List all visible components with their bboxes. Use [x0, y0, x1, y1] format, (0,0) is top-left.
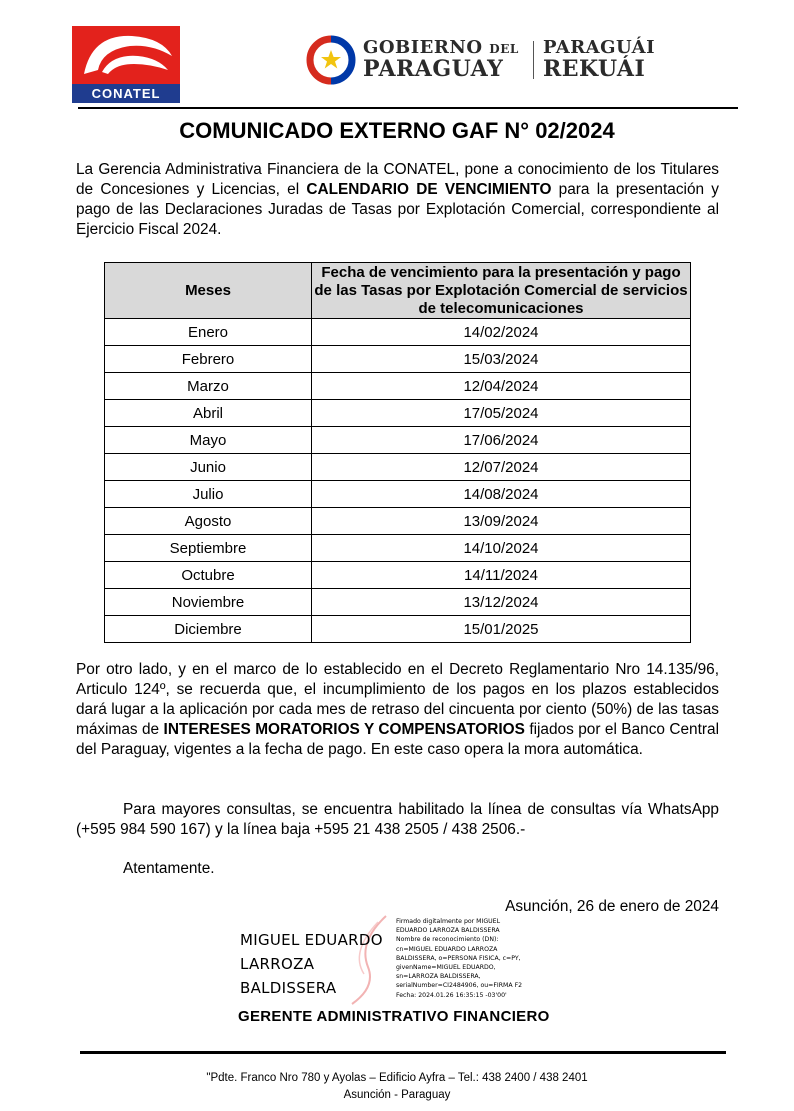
table-header-row — [105, 263, 691, 319]
table-row — [105, 535, 691, 562]
date-cell: 12/07/2024 — [312, 454, 691, 481]
column-header-due-date: Fecha de vencimiento para la presentación y pago de las Tasas por Explotación Comercial de servicios de telecomunicaciones — [312, 263, 691, 319]
date-cell: 17/05/2024 — [312, 400, 691, 427]
gov-line4: REKUÁI — [543, 56, 646, 82]
header-divider — [78, 107, 738, 109]
date-cell: 13/09/2024 — [312, 508, 691, 535]
table-row — [105, 400, 691, 427]
table-row — [105, 454, 691, 481]
date-cell: 15/01/2025 — [312, 616, 691, 643]
date-cell: 13/12/2024 — [312, 589, 691, 616]
month-cell: Enero — [105, 319, 312, 346]
date-cell: 14/08/2024 — [312, 481, 691, 508]
due-date-table — [104, 262, 691, 643]
table-row — [105, 589, 691, 616]
table-row — [105, 319, 691, 346]
gov-line2: PARAGUAY — [363, 56, 504, 82]
table-row — [105, 481, 691, 508]
table-row — [105, 508, 691, 535]
table-row — [105, 616, 691, 643]
document-title: COMUNICADO EXTERNO GAF N° 02/2024 — [179, 118, 615, 143]
signer-name: MIGUEL EDUARDO LARROZA BALDISSERA — [240, 931, 383, 997]
footer-address: "Pdte. Franco Nro 780 y Ayolas – Edificio Ayfra – Tel.: 438 2400 / 438 2401 — [206, 1072, 588, 1084]
table-row — [105, 562, 691, 589]
table-row — [105, 346, 691, 373]
month-cell: Diciembre — [105, 616, 312, 643]
gov-line3: PARAGUÁI — [543, 37, 656, 58]
month-cell: Septiembre — [105, 535, 312, 562]
month-cell: Octubre — [105, 562, 312, 589]
paraguay-seal-icon — [305, 35, 357, 85]
gov-line1: GOBIERNO DEL — [363, 37, 519, 58]
intro-paragraph: La Gerencia Administrativa Financiera de la CONATEL, pone a conocimiento de los Titulares de Concesiones y Licencias, el CALENDARIO DE VENCIMIENTO para la presentación y pago de las Declaraciones Juradas de Tasas por Explotación Comercial, correspondiente al Ejercicio Fiscal 2024. — [76, 161, 719, 238]
month-cell: Junio — [105, 454, 312, 481]
table-row — [105, 427, 691, 454]
month-cell: Mayo — [105, 427, 312, 454]
month-cell: Agosto — [105, 508, 312, 535]
date-cell: 15/03/2024 — [312, 346, 691, 373]
interest-paragraph: Por otro lado, y en el marco de lo establecido en el Decreto Reglamentario Nro 14.135/96, Articulo 124º, se recuerda que, el incumplimiento de los pagos en los plazos establecidos dará lugar a la aplicación por cada mes de retraso del cincuenta por ciento (50%) de las tasas máximas de INTERESES MORATORIOS Y COMPENSATORIOS fijados por el Banco Central del Paraguay, vigentes a la fecha de pago. En este caso opera la mora automática. — [76, 661, 719, 758]
month-cell: Febrero — [105, 346, 312, 373]
column-header-months: Meses — [105, 263, 312, 319]
month-cell: Noviembre — [105, 589, 312, 616]
conatel-logo-emblem — [72, 26, 180, 84]
date-cell: 14/11/2024 — [312, 562, 691, 589]
month-cell: Julio — [105, 481, 312, 508]
contact-paragraph: Para mayores consultas, se encuentra habilitado la línea de consultas vía WhatsApp (+595 984 590 167) y la línea baja +595 21 438 2505 / 438 2506.- — [76, 801, 719, 838]
conatel-logo-text: CONATEL — [72, 84, 180, 103]
date-cell: 14/02/2024 — [312, 319, 691, 346]
digital-signature-details: Firmado digitalmente por MIGUEL EDUARDO LARROZA BALDISSERA Nombre de reconocimiento (DN): cn=MIGUEL EDUARDO LARROZA BALDISSERA, o=PERSONA FISICA, c=PY, givenName=MIGUEL EDUARDO, sn=LARROZA BALDISSERA, serialNumber=CI2484906, ou=FIRMA F2 Fecha: 2024.01.26 16:35:15 -03'00' — [396, 918, 523, 999]
closing-text: Atentamente. — [123, 860, 215, 877]
gobierno-paraguay-logo — [305, 35, 665, 85]
place-date: Asunción, 26 de enero de 2024 — [505, 898, 719, 915]
table-row — [105, 373, 691, 400]
gov-logo-divider — [533, 41, 534, 79]
date-cell: 12/04/2024 — [312, 373, 691, 400]
month-cell: Abril — [105, 400, 312, 427]
footer-divider — [80, 1051, 726, 1054]
date-cell: 17/06/2024 — [312, 427, 691, 454]
signer-role: GERENTE ADMINISTRATIVO FINANCIERO — [238, 1008, 550, 1025]
month-cell: Marzo — [105, 373, 312, 400]
footer-city: Asunción - Paraguay — [343, 1089, 451, 1101]
conatel-logo — [72, 26, 180, 103]
date-cell: 14/10/2024 — [312, 535, 691, 562]
